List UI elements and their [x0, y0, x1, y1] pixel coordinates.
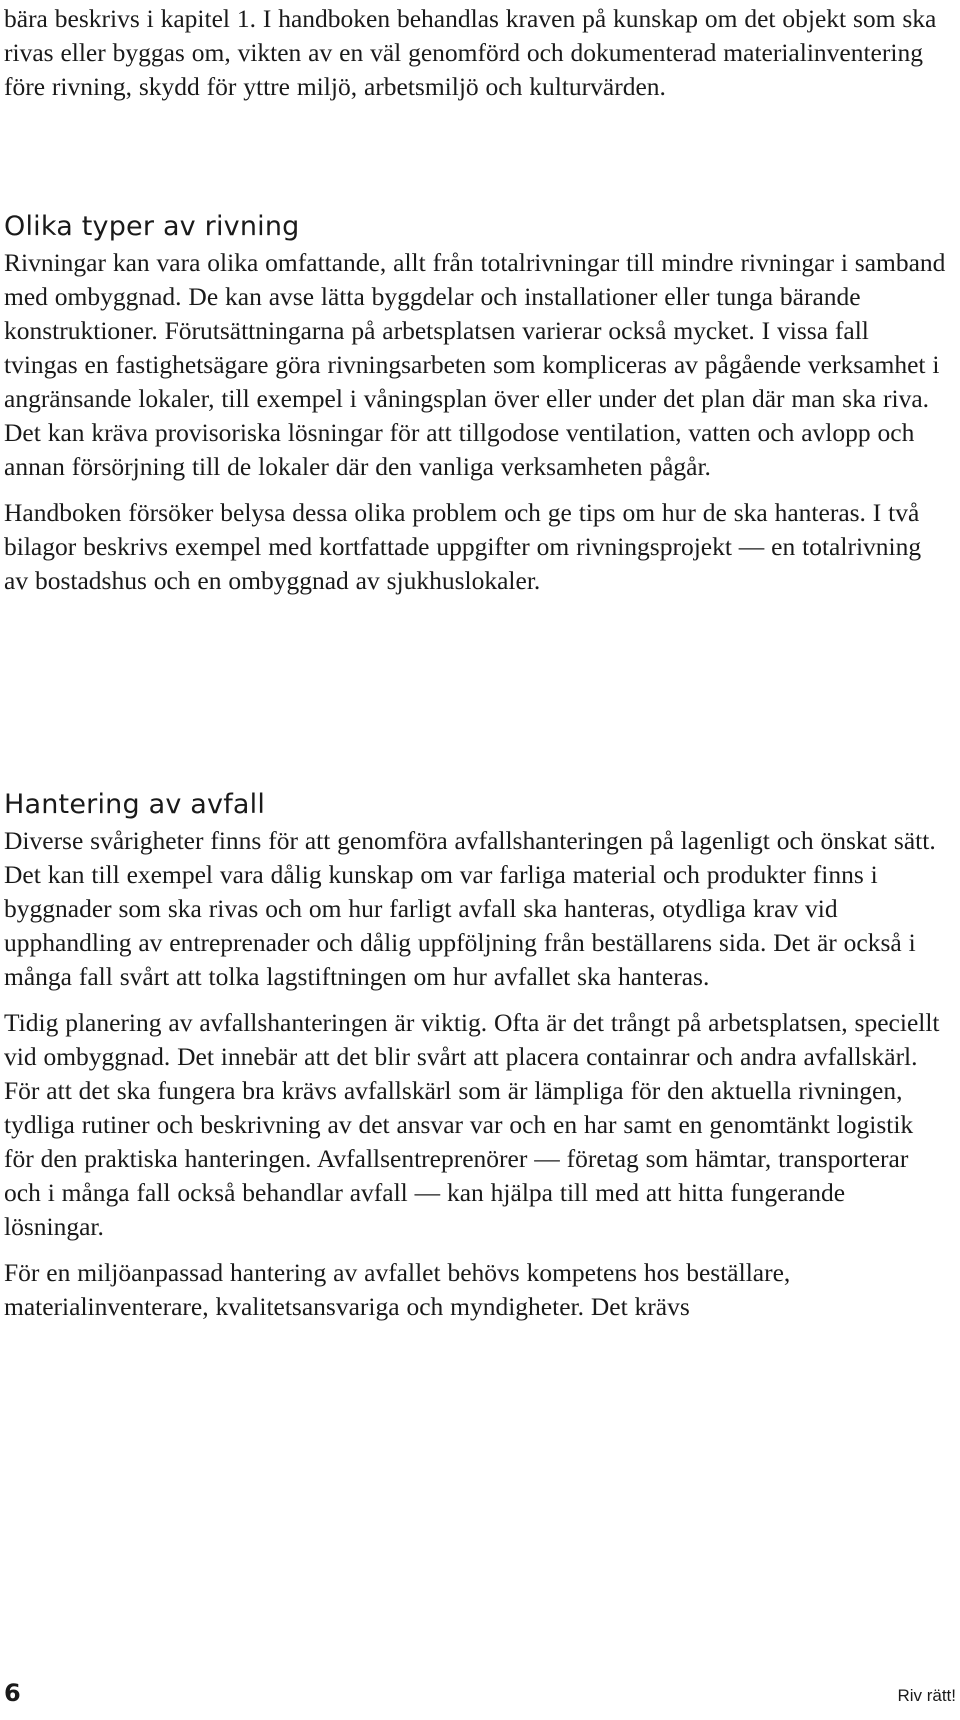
section-olika-typer-av-rivning	[0, 210, 952, 598]
lead-paragraph: bära beskrivs i kapitel 1. I handboken behandlas kraven på kunskap om det objekt som ska rivas eller byggas om, vikten av en väl genomförd och dokumenterad materialinventering före rivning, skydd för yttre miljö, arbetsmiljö och kulturvärden.	[4, 4, 937, 101]
running-title: Riv rätt!	[897, 1686, 956, 1705]
body-paragraph: För en miljöanpassad hantering av avfallet behövs kompetens hos beställare, materialinventerare, kvalitetsansvariga och myndigheter. Det krävs	[4, 1258, 791, 1321]
body-paragraph: Tidig planering av avfallshanteringen är viktig. Ofta är det trångt på arbetsplatsen, speciellt vid ombyggnad. Det innebär att det blir svårt att placera containrar och andra avfallskärl. För att det ska fungera bra krävs avfallskärl som är lämpliga för den aktuella rivningen, tydliga rutiner och beskrivning av det ansvar var och en har samt en genomtänkt logistik för den praktiska hanteringen. Avfallsentreprenörer — företag som hämtar, transporterar och i många fall också behandlar avfall — kan hjälpa till med att hitta fungerande lösningar.	[4, 1008, 940, 1241]
section-heading: Olika typer av rivning	[4, 211, 300, 242]
body-paragraph: Diverse svårigheter finns för att genomföra avfallshanteringen på lagenligt och önskat sätt. Det kan till exempel vara dålig kunskap om var farliga material och produkter finns i byggnader som ska rivas och om hur farligt avfall ska hanteras, otydliga krav vid upphandling av entreprenader och dålig uppföljning från beställarens sida. Det är också i många fall svårt att tolka lagstiftningen om hur avfallet ska hanteras.	[4, 826, 936, 991]
body-paragraph: Rivningar kan vara olika omfattande, allt från totalrivningar till mindre rivningar i samband med ombyggnad. De kan avse lätta byggdelar och installationer eller tunga bärande konstruktioner. Förutsättningarna på arbetsplatsen varierar också mycket. I vissa fall tvingas en fastighetsägare göra rivningsarbeten som kompliceras av pågående verksamhet i angränsande lokaler, till exempel i våningsplan över eller under det plan där man ska riva. Det kan kräva provisoriska lösningar för att tillgodose ventilation, vatten och avlopp och annan försörjning till de lokaler där den vanliga verksamheten pågår.	[4, 248, 946, 481]
page-footer	[0, 1678, 956, 1712]
page-number: 6	[4, 1679, 21, 1707]
section-hantering-av-avfall	[0, 788, 952, 1324]
section-heading: Hantering av avfall	[4, 789, 266, 820]
body-paragraph: Handboken försöker belysa dessa olika problem och ge tips om hur de ska hanteras. I två bilagor beskrivs exempel med kortfattade uppgifter om rivningsprojekt — en totalrivning av bostadshus och en ombyggnad av sjukhuslokaler.	[4, 498, 922, 595]
